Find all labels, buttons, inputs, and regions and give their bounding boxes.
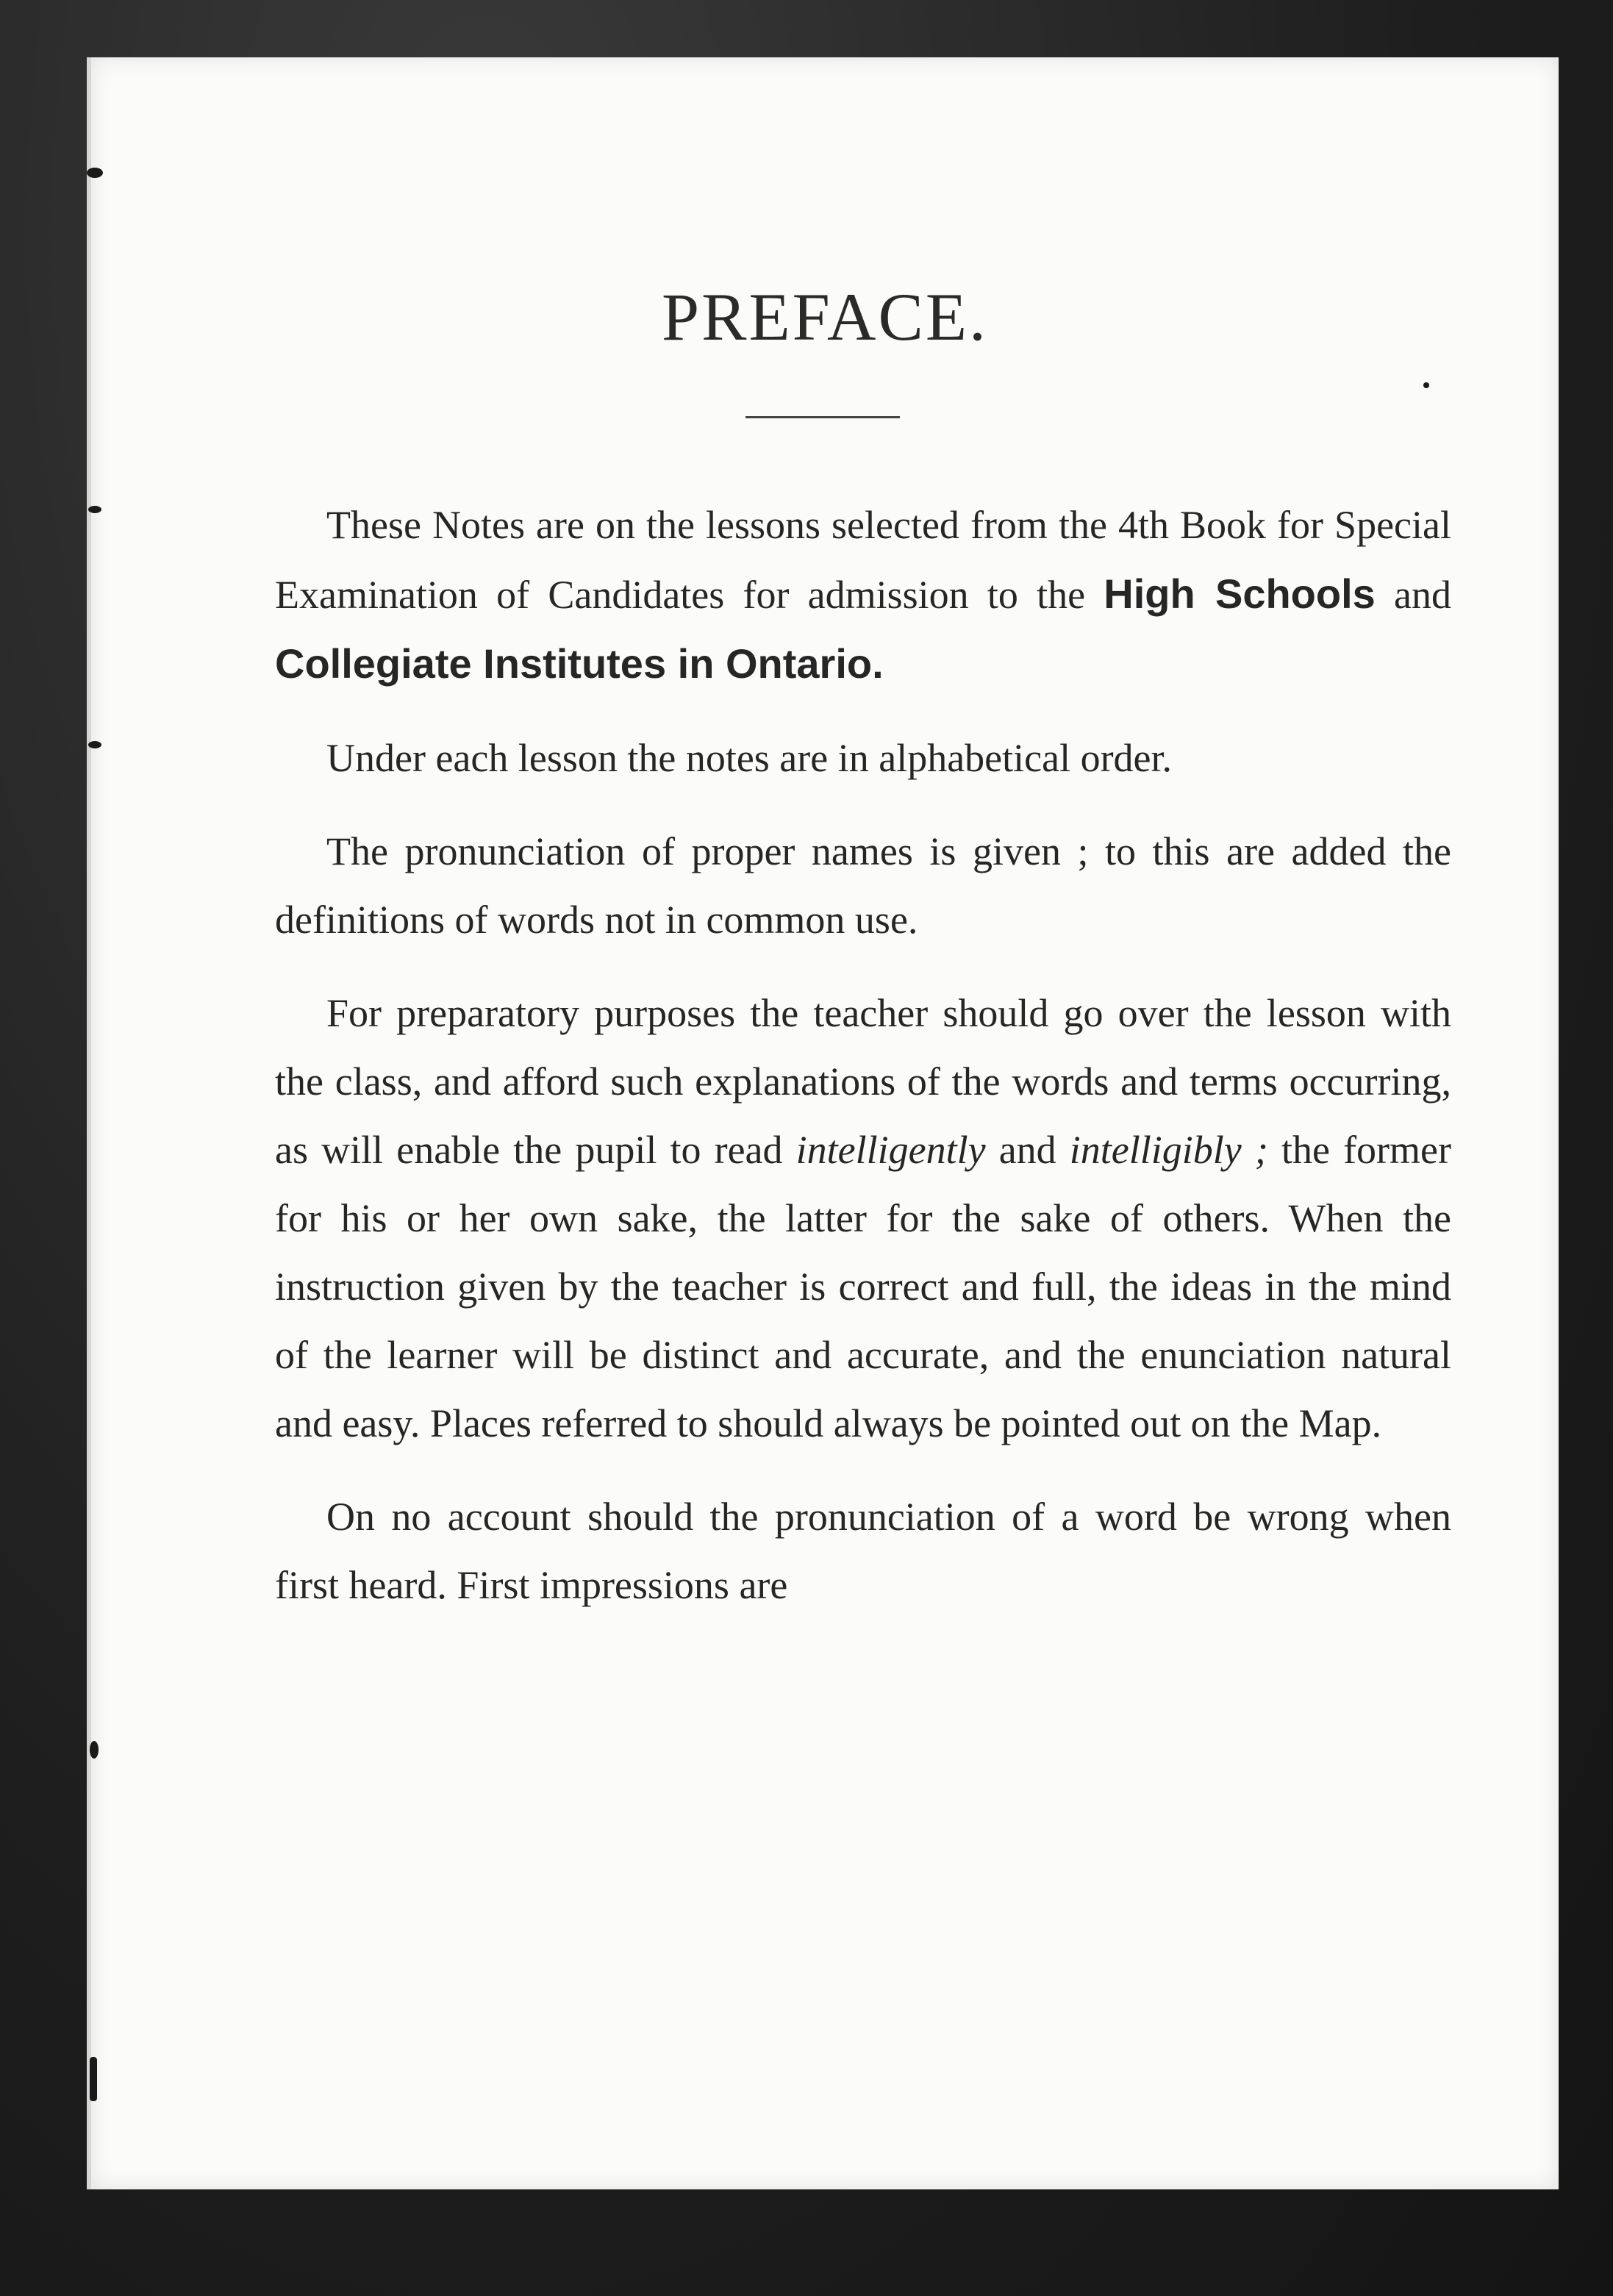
book-page bbox=[87, 57, 1559, 2189]
preface-paragraph bbox=[275, 979, 1451, 1458]
text-segment: High Schools bbox=[1104, 571, 1376, 617]
scan-speck bbox=[1423, 382, 1429, 388]
preface-paragraph bbox=[275, 1483, 1451, 1620]
preface-body bbox=[275, 491, 1451, 1645]
text-segment: Under each lesson the notes are in alphabetical order. bbox=[326, 736, 1173, 780]
preface-paragraph bbox=[275, 818, 1451, 954]
page-title: PREFACE. bbox=[661, 279, 989, 354]
text-segment: and bbox=[985, 1128, 1070, 1172]
text-segment: the former for his or her own sake, the latter for the sake of others. When the instruction given by the teacher is correct and full, the ideas in the mind of the learner will be distinct and accurate, and the enunciation natural and easy. Places referred to should always be pointed out on the Map. bbox=[275, 1128, 1451, 1445]
scan-speck bbox=[90, 1741, 99, 1759]
text-segment: For preparatory purposes the teacher should go over the lesson with the class, and afford such explanations of the words and terms occurring, as will enable the pupil to read bbox=[275, 991, 1451, 1172]
text-segment: On no account should the pronunciation of a word be wrong when first heard. First impressions are bbox=[275, 1495, 1451, 1607]
text-segment: The pronunciation of proper names is given ; to this are added the definitions of words not in common use. bbox=[275, 829, 1451, 942]
scan-speck bbox=[87, 168, 103, 178]
preface-paragraph bbox=[275, 724, 1451, 793]
preface-paragraph bbox=[275, 491, 1451, 699]
text-segment: and bbox=[1375, 573, 1451, 617]
text-segment: intelligently bbox=[795, 1128, 986, 1172]
text-segment: intelligibly ; bbox=[1069, 1128, 1268, 1172]
scan-speck bbox=[88, 741, 101, 748]
text-segment: These Notes are on the lessons selected from the 4th Book for Special Examination of Candidates for admission to the bbox=[275, 503, 1451, 617]
title-rule bbox=[745, 416, 900, 418]
text-segment: Collegiate Institutes in Ontario. bbox=[275, 640, 884, 687]
scan-speck bbox=[88, 506, 101, 513]
scan-speck bbox=[90, 2057, 97, 2101]
